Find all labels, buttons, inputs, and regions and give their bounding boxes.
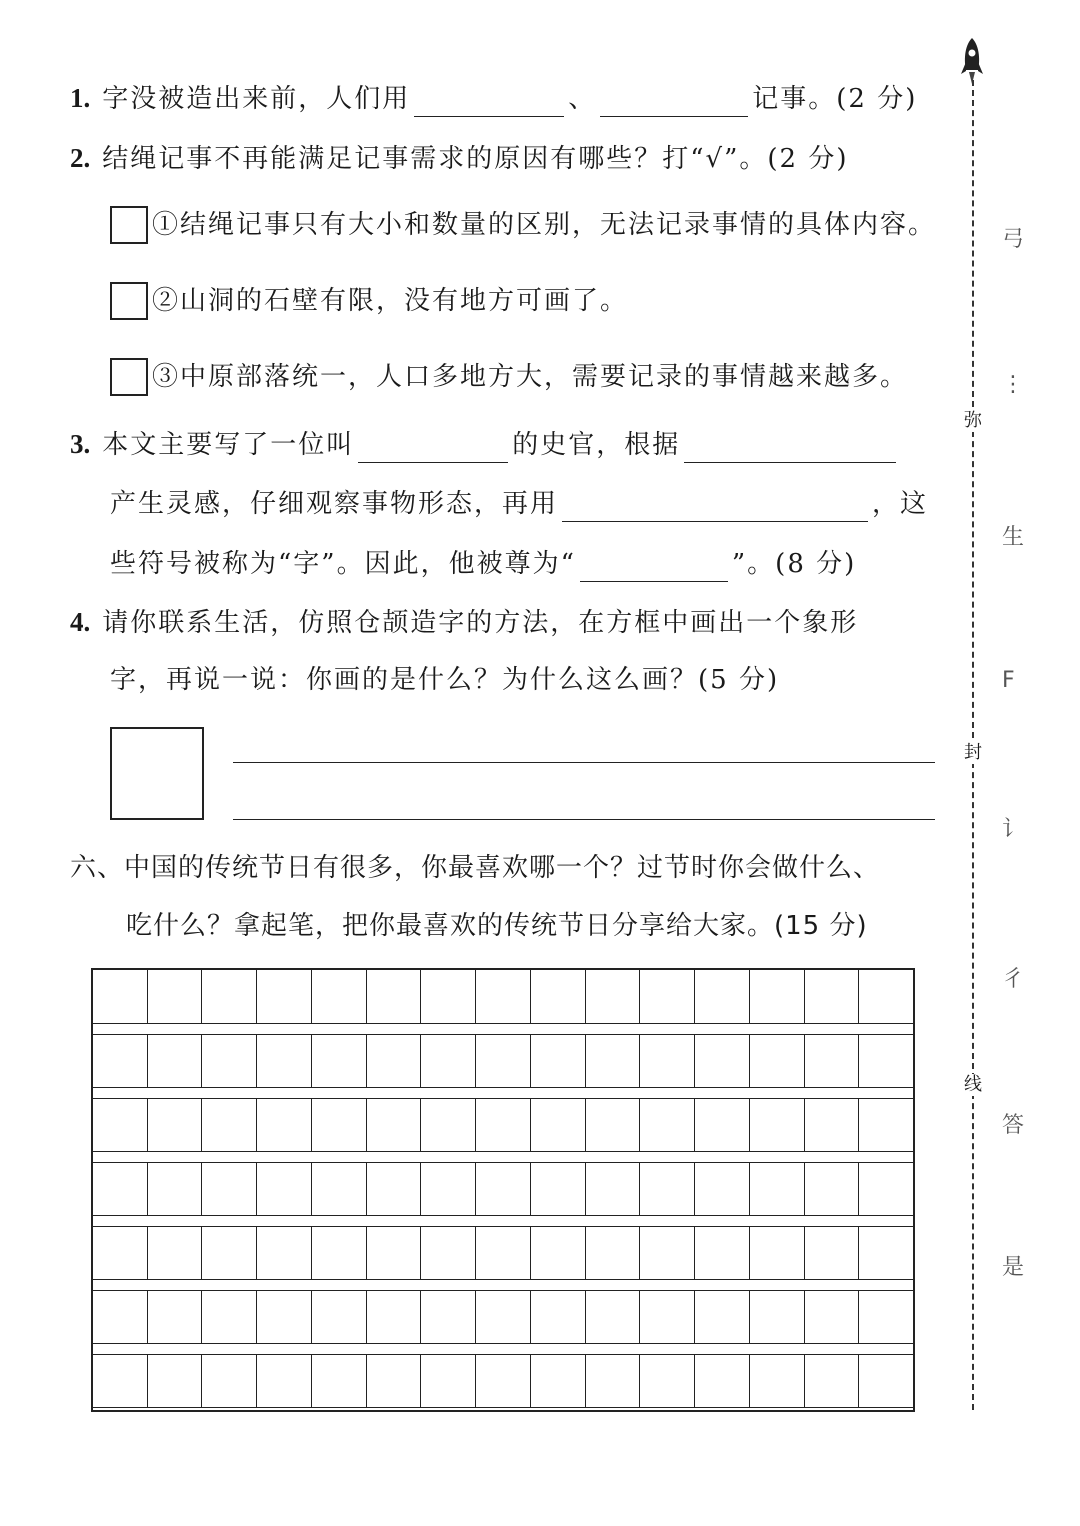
section-6-title-line-2: 吃什么？拿起笔，把你最喜欢的传统节日分享给大家。(15 分) — [126, 911, 868, 941]
composition-grid[interactable] — [91, 968, 915, 1412]
grid-cell[interactable] — [531, 1227, 586, 1279]
grid-cell[interactable] — [421, 1355, 476, 1407]
grid-cell[interactable] — [859, 1035, 913, 1087]
grid-cell[interactable] — [805, 1355, 860, 1407]
grid-cell[interactable] — [148, 1355, 203, 1407]
question-text: 本文主要写了一位叫 — [102, 430, 355, 460]
grid-cell[interactable] — [312, 1291, 367, 1343]
question-3-line-3 — [110, 546, 856, 582]
grid-cell[interactable] — [148, 1291, 203, 1343]
question-1 — [70, 80, 917, 117]
question-text: 请你联系生活，仿照仓颉造字的方法，在方框中画出一个象形 — [102, 608, 859, 638]
grid-cell[interactable] — [586, 1099, 641, 1151]
grid-cell[interactable] — [421, 1227, 476, 1279]
grid-cell[interactable] — [750, 1291, 805, 1343]
checkbox-option-2[interactable] — [110, 282, 148, 320]
question-number: 3. — [70, 429, 91, 459]
question-4-line-2: 字，再说一说：你画的是什么？为什么这么画？(5 分) — [110, 665, 780, 695]
grid-cell[interactable] — [93, 1163, 148, 1215]
grid-cell[interactable] — [640, 970, 695, 1023]
grid-cell[interactable] — [93, 1355, 148, 1407]
grid-cell[interactable] — [367, 1291, 422, 1343]
grid-cell[interactable] — [695, 1163, 750, 1215]
grid-cell[interactable] — [257, 1099, 312, 1151]
grid-cell[interactable] — [148, 970, 203, 1023]
grid-row — [93, 970, 913, 1024]
option-3-text: ③中原部落统一，人口多地方大，需要记录的事情越来越多。 — [152, 362, 909, 392]
grid-cell[interactable] — [859, 1355, 913, 1407]
edge-text-fragment: 讠 — [1002, 817, 1025, 842]
binding-label-xian: 线 — [961, 1074, 985, 1096]
grid-cell[interactable] — [805, 1291, 860, 1343]
grid-cell[interactable] — [805, 1035, 860, 1087]
answer-blank[interactable] — [600, 88, 748, 117]
grid-cell[interactable] — [367, 1355, 422, 1407]
option-2-text: ②山洞的石壁有限，没有地方可画了。 — [152, 286, 629, 316]
grid-cell[interactable] — [148, 1227, 203, 1279]
binding-label-feng: 封 — [961, 742, 985, 764]
grid-cell[interactable] — [367, 1099, 422, 1151]
question-2 — [70, 140, 849, 177]
grid-cell[interactable] — [640, 1355, 695, 1407]
grid-cell[interactable] — [202, 1291, 257, 1343]
grid-cell[interactable] — [531, 1291, 586, 1343]
grid-cell[interactable] — [93, 1099, 148, 1151]
grid-cell[interactable] — [257, 1291, 312, 1343]
grid-cell[interactable] — [531, 1035, 586, 1087]
grid-cell[interactable] — [257, 1163, 312, 1215]
grid-row — [93, 1162, 913, 1216]
grid-cell[interactable] — [93, 1227, 148, 1279]
grid-cell[interactable] — [805, 1099, 860, 1151]
question-text: 产生灵感，仔细观察事物形态，再用 — [110, 489, 559, 519]
answer-line-1[interactable] — [233, 762, 935, 763]
question-text: 字没被造出来前，人们用 — [102, 84, 411, 114]
grid-cell[interactable] — [750, 1163, 805, 1215]
grid-cell[interactable] — [531, 970, 586, 1023]
grid-cell[interactable] — [257, 1355, 312, 1407]
grid-cell[interactable] — [859, 1291, 913, 1343]
grid-cell[interactable] — [257, 1035, 312, 1087]
section-6-title: 六、中国的传统节日有很多，你最喜欢哪一个？过节时你会做什么、 — [70, 853, 881, 883]
grid-cell[interactable] — [695, 970, 750, 1023]
grid-cell[interactable] — [750, 970, 805, 1023]
grid-cell[interactable] — [476, 1035, 531, 1087]
checkbox-option-3[interactable] — [110, 358, 148, 396]
question-text: ，这 — [872, 489, 929, 519]
checkbox-option-1[interactable] — [110, 206, 148, 244]
grid-cell[interactable] — [750, 1227, 805, 1279]
edge-text-fragment: 生 — [1002, 525, 1025, 550]
grid-cell[interactable] — [367, 1227, 422, 1279]
grid-cell[interactable] — [312, 970, 367, 1023]
question-text-end: ”。(8 分) — [731, 549, 857, 579]
grid-cell[interactable] — [476, 970, 531, 1023]
question-4-line-1 — [70, 604, 858, 641]
grid-cell[interactable] — [695, 1355, 750, 1407]
question-3-line-1 — [70, 426, 900, 463]
option-1-text: ①结绳记事只有大小和数量的区别，无法记录事情的具体内容。 — [152, 210, 937, 240]
grid-cell[interactable] — [586, 1355, 641, 1407]
grid-cell[interactable] — [202, 1227, 257, 1279]
grid-cell[interactable] — [202, 970, 257, 1023]
answer-blank[interactable] — [684, 434, 896, 463]
question-text: 的史官，根据 — [512, 430, 681, 460]
grid-row — [93, 1290, 913, 1344]
grid-cell[interactable] — [421, 1291, 476, 1343]
grid-cell[interactable] — [805, 970, 860, 1023]
grid-cell[interactable] — [476, 1163, 531, 1215]
grid-cell[interactable] — [805, 1163, 860, 1215]
grid-row — [93, 1354, 913, 1408]
answer-line-2[interactable] — [233, 819, 935, 820]
grid-cell[interactable] — [640, 1163, 695, 1215]
grid-cell[interactable] — [805, 1227, 860, 1279]
edge-text-fragment: 彳 — [1002, 967, 1025, 992]
grid-cell[interactable] — [586, 1291, 641, 1343]
question-text-end: 记事。(2 分) — [752, 84, 918, 114]
grid-cell[interactable] — [586, 1035, 641, 1087]
grid-cell[interactable] — [148, 1099, 203, 1151]
grid-cell[interactable] — [476, 1355, 531, 1407]
grid-cell[interactable] — [640, 1099, 695, 1151]
grid-row — [93, 1098, 913, 1152]
grid-cell[interactable] — [312, 1099, 367, 1151]
grid-cell[interactable] — [750, 1035, 805, 1087]
grid-cell[interactable] — [202, 1355, 257, 1407]
edge-text-fragment: 是 — [1002, 1255, 1025, 1280]
grid-cell[interactable] — [421, 1099, 476, 1151]
grid-cell[interactable] — [202, 1163, 257, 1215]
question-3-line-2 — [110, 486, 928, 522]
question-number: 4. — [70, 607, 91, 637]
grid-cell[interactable] — [531, 1099, 586, 1151]
edge-text-fragment: ⋮ — [1002, 372, 1024, 397]
binding-label-mi: 弥 — [961, 410, 985, 432]
grid-cell[interactable] — [476, 1291, 531, 1343]
grid-row — [93, 1226, 913, 1280]
grid-cell[interactable] — [148, 1163, 203, 1215]
grid-cell[interactable] — [257, 970, 312, 1023]
grid-cell[interactable] — [750, 1355, 805, 1407]
grid-row — [93, 1034, 913, 1088]
grid-cell[interactable] — [421, 970, 476, 1023]
grid-cell[interactable] — [859, 1163, 913, 1215]
question-text: 结绳记事不再能满足记事需求的原因有哪些？打“√”。(2 分) — [102, 144, 849, 174]
grid-cell[interactable] — [640, 1227, 695, 1279]
grid-cell[interactable] — [586, 1163, 641, 1215]
grid-cell[interactable] — [312, 1355, 367, 1407]
grid-cell[interactable] — [586, 970, 641, 1023]
grid-cell[interactable] — [421, 1163, 476, 1215]
answer-blank[interactable] — [358, 434, 508, 463]
question-number: 1. — [70, 83, 91, 113]
grid-cell[interactable] — [202, 1099, 257, 1151]
drawing-box[interactable] — [110, 727, 204, 820]
edge-text-fragment: 答 — [1002, 1113, 1025, 1138]
answer-blank[interactable] — [562, 493, 868, 522]
question-number: 2. — [70, 143, 91, 173]
grid-cell[interactable] — [695, 1099, 750, 1151]
grid-cell[interactable] — [695, 1291, 750, 1343]
grid-cell[interactable] — [202, 1035, 257, 1087]
grid-cell[interactable] — [531, 1163, 586, 1215]
edge-text-fragment: 弓 — [1002, 227, 1025, 252]
grid-cell[interactable] — [93, 1035, 148, 1087]
grid-cell[interactable] — [640, 1035, 695, 1087]
grid-cell[interactable] — [257, 1227, 312, 1279]
answer-blank[interactable] — [414, 88, 564, 117]
grid-cell[interactable] — [312, 1163, 367, 1215]
grid-cell[interactable] — [586, 1227, 641, 1279]
grid-cell[interactable] — [750, 1099, 805, 1151]
grid-cell[interactable] — [367, 970, 422, 1023]
grid-cell[interactable] — [148, 1035, 203, 1087]
grid-cell[interactable] — [93, 1291, 148, 1343]
grid-cell[interactable] — [640, 1291, 695, 1343]
grid-cell[interactable] — [531, 1355, 586, 1407]
grid-cell[interactable] — [93, 970, 148, 1023]
separator: 、 — [568, 84, 597, 114]
grid-cell[interactable] — [312, 1227, 367, 1279]
answer-blank[interactable] — [580, 553, 728, 582]
grid-cell[interactable] — [859, 970, 913, 1023]
grid-cell[interactable] — [476, 1099, 531, 1151]
grid-cell[interactable] — [312, 1035, 367, 1087]
grid-cell[interactable] — [476, 1227, 531, 1279]
grid-cell[interactable] — [695, 1035, 750, 1087]
grid-cell[interactable] — [859, 1227, 913, 1279]
grid-cell[interactable] — [367, 1163, 422, 1215]
grid-cell[interactable] — [859, 1099, 913, 1151]
grid-cell[interactable] — [367, 1035, 422, 1087]
grid-cell[interactable] — [421, 1035, 476, 1087]
edge-text-fragment: F — [1002, 668, 1015, 693]
question-text: 些符号被称为“字”。因此，他被尊为“ — [110, 549, 576, 579]
grid-cell[interactable] — [695, 1227, 750, 1279]
